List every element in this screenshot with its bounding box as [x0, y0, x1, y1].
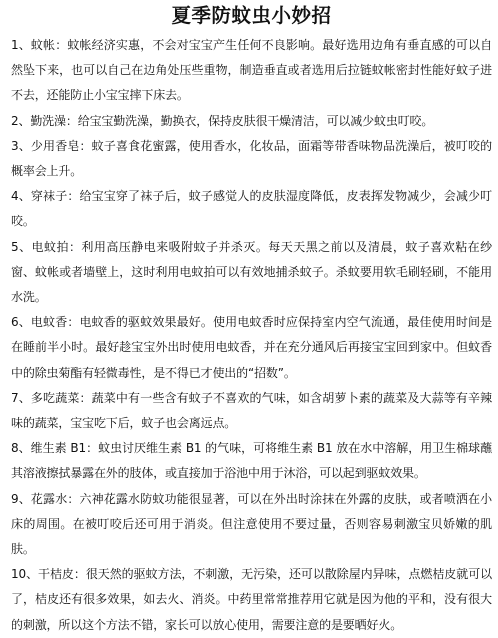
- tip-electric-repellent: 6、电蚊香：电蚊香的驱蚊效果最好。使用电蚊香时应保持室内空气流通，最佳使用时间是在睡前半小时。最好趁宝宝外出时使用电蚊香，并在充分通风后再接宝宝回到家中。但蚊香中的除虫菊酯有轻微毒性，是不得已才使出的“招数”。: [11, 315, 492, 380]
- tips-list: [11, 33, 492, 638]
- tip-socks: 4、穿袜子：给宝宝穿了袜子后，蚊子感觉人的皮肤湿度降低，皮表挥发物减少，会减少叮咬。: [11, 189, 492, 229]
- tip-mosquito-net: 1、蚊帐：蚊帐经济实惠，不会对宝宝产生任何不良影响。最好选用边角有垂直感的可以自然坠下来，也可以自己在边角处压些重物，制造垂直或者选用后拉链蚊帐密封性能好蚊子进不去，还能防止小宝宝摔下床去。: [11, 38, 492, 103]
- tip-less-soap: 3、少用香皂：蚊子喜食花蜜露，使用香水，化妆品，面霜等带香味物品洗澡后，被叮咬的概率会上升。: [11, 138, 492, 179]
- tip-dried-orange-peel: 10、干桔皮：很天然的驱蚊方法，不刺激，无污染，还可以散除屋内异味，点燃桔皮就可以了，桔皮还有很多效果，如去火、消炎。中药里常常推荐用它就是因为他的平和，没有很大的刺激，所以这个方法不错，家长可以放心使用，需要注意的是要晒好火。: [11, 567, 492, 632]
- tip-vitamin-b1: 8、维生素 B1：蚊虫讨厌维生素 B1 的气味，可将维生素 B1 放在水中溶解，用卫生棉球蘸其溶液擦拭暴露在外的肢体，或直接加于浴池中用于沐浴，可以起到驱蚊效果。: [11, 441, 492, 481]
- tip-floral-water: 9、花露水：六神花露水防蚊功能很显著，可以在外出时涂抹在外露的皮肤，或者喷洒在小床的周围。在被叮咬后还可用于消炎。但注意使用不要过量，否则容易刺激宝贝娇嫩的肌肤。: [11, 491, 492, 557]
- tip-electric-swatter: 5、电蚊拍：利用高压静电来吸附蚊子并杀灭。每天天黑之前以及清晨，蚊子喜欢粘在纱窗、蚊帐或者墙壁上，这时利用电蚊拍可以有效地捕杀蚊子。杀蚊要用软毛刷轻刷，不能用水洗。: [11, 239, 492, 305]
- tip-bathing: 2、勤洗澡：给宝宝勤洗澡，勤换衣，保持皮肤很干燥清洁，可以减少蚊虫叮咬。: [11, 113, 434, 128]
- page-title: 夏季防蚊虫小妙招: [171, 4, 332, 27]
- tip-vegetables: 7、多吃蔬菜：蔬菜中有一些含有蚊子不喜欢的气味，如含胡萝卜素的蔬菜及大蒜等有辛辣味的蔬菜，宝宝吃下后，蚊子也会离远点。: [11, 390, 492, 431]
